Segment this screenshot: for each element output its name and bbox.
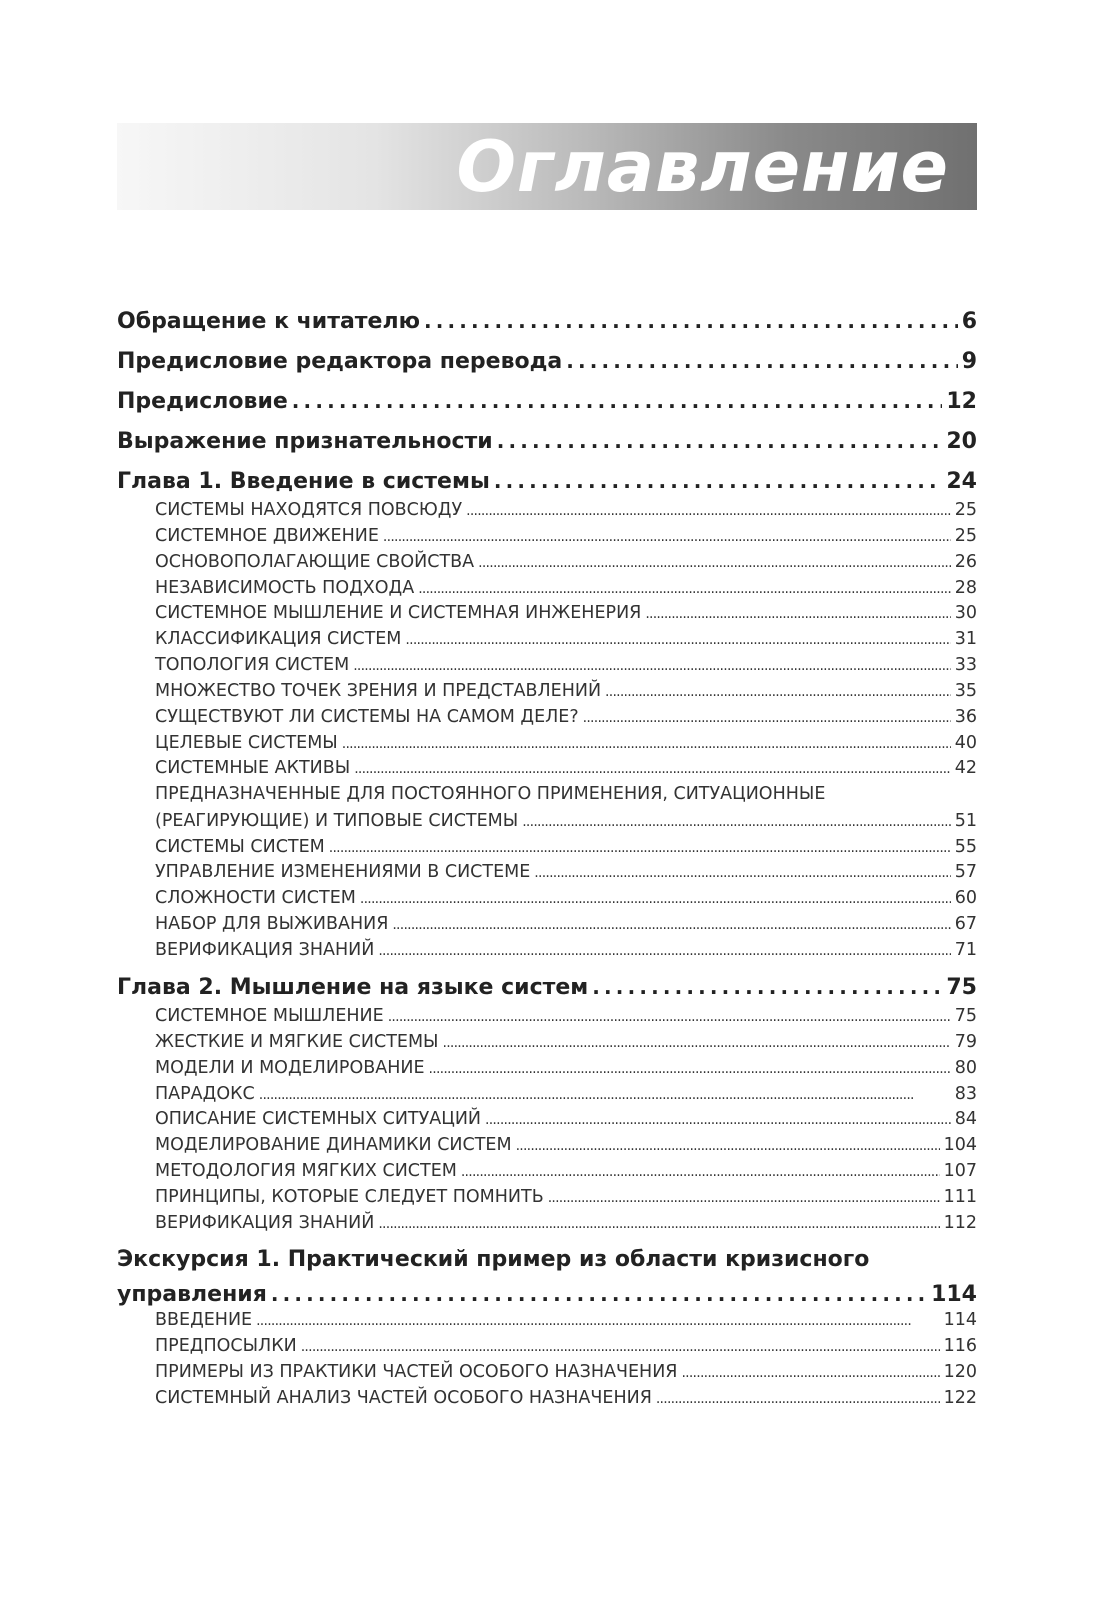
toc-entry-label: Обращение к читателю <box>117 309 420 334</box>
dot-leader <box>388 1006 951 1026</box>
dot-leader <box>405 629 950 649</box>
toc-page-number: 75 <box>954 1006 977 1026</box>
toc-page-number: 79 <box>954 1032 977 1052</box>
toc-page-number: 60 <box>954 888 977 908</box>
toc-page-number: 35 <box>954 681 977 701</box>
toc-page-number: 83 <box>954 1084 977 1104</box>
toc-section-entry[interactable] <box>155 1084 977 1104</box>
toc-section-entry[interactable] <box>155 811 977 831</box>
toc-page-number: 28 <box>954 578 977 598</box>
dot-leader <box>354 758 951 778</box>
toc-page-number: 30 <box>954 603 977 623</box>
toc-section-entry[interactable] <box>155 655 977 675</box>
toc-entry-label: Выражение признательности <box>117 429 493 454</box>
toc-page-number: 80 <box>954 1058 977 1078</box>
toc-section-entry[interactable] <box>155 837 977 857</box>
dot-leader <box>429 1058 951 1078</box>
toc-section-entry[interactable] <box>155 862 977 882</box>
dot-leader <box>301 1336 940 1356</box>
toc-section-entry[interactable] <box>155 940 977 960</box>
toc-entry-label: НЕЗАВИСИМОСТЬ ПОДХОДА <box>155 578 415 598</box>
toc-entry-label: ЦЕЛЕВЫЕ СИСТЕМЫ <box>155 733 338 753</box>
toc-page-number: 114 <box>931 1282 977 1307</box>
toc-entry-label: Глава 2. Мышление на языке систем <box>117 975 589 1000</box>
toc-page-number: 104 <box>943 1135 977 1155</box>
dot-leader <box>485 1109 951 1129</box>
dot-leader <box>418 578 951 598</box>
toc-chapter-entry[interactable] <box>117 309 977 334</box>
toc-entry-label: ЖЕСТКИЕ И МЯГКИЕ СИСТЕМЫ <box>155 1032 439 1052</box>
toc-section-entry[interactable] <box>155 1161 977 1181</box>
toc-page-number: 120 <box>943 1362 977 1382</box>
dot-leader <box>522 811 951 831</box>
toc-entry-label: ПРИНЦИПЫ, КОТОРЫЕ СЛЕДУЕТ ПОМНИТЬ <box>155 1187 544 1207</box>
dot-leader <box>461 1161 940 1181</box>
toc-entry-label: ВЕРИФИКАЦИЯ ЗНАНИЙ <box>155 940 375 960</box>
toc-chapter-entry[interactable] <box>117 469 977 494</box>
dot-leader <box>534 862 950 882</box>
dot-leader <box>342 733 951 753</box>
dot-leader <box>259 1084 951 1104</box>
toc-section-entry[interactable] <box>155 552 977 572</box>
dot-leader <box>383 526 951 546</box>
toc-section-entry[interactable] <box>155 1109 977 1129</box>
toc-entry-label: ТОПОЛОГИЯ СИСТЕМ <box>155 655 350 675</box>
dot-leader <box>292 389 943 414</box>
dot-leader <box>645 603 950 623</box>
dot-leader <box>548 1187 940 1207</box>
page-title: Оглавление <box>456 126 949 208</box>
toc-page-number: 31 <box>954 629 977 649</box>
toc-entry-label: СИСТЕМНОЕ МЫШЛЕНИЕ <box>155 1006 384 1026</box>
toc-page-number: 6 <box>961 309 977 334</box>
toc-entry-label: управления <box>117 1282 267 1307</box>
toc-page-number: 42 <box>954 758 977 778</box>
title-banner <box>117 123 977 210</box>
toc-page-number: 55 <box>954 837 977 857</box>
toc-chapter-entry[interactable] <box>117 349 977 374</box>
dot-leader <box>329 837 951 857</box>
toc-page-number: 25 <box>954 526 977 546</box>
dot-leader <box>466 500 951 520</box>
toc-entry-first-line: Экскурсия 1. Практический пример из области кризисного <box>117 1247 870 1272</box>
toc-section-entry[interactable] <box>155 1187 977 1207</box>
toc-page-number: 9 <box>961 349 977 374</box>
toc-section-entry[interactable] <box>155 707 977 727</box>
dot-leader <box>605 681 951 701</box>
toc-page-number: 24 <box>946 469 977 494</box>
dot-leader <box>443 1032 951 1052</box>
toc-entry-label: СИСТЕМЫ НАХОДЯТСЯ ПОВСЮДУ <box>155 500 463 520</box>
toc-page-number: 75 <box>946 975 977 1000</box>
toc-page-number: 36 <box>954 707 977 727</box>
toc-entry-label: ПАРАДОКС <box>155 1084 255 1104</box>
toc-entry-label: УПРАВЛЕНИЕ ИЗМЕНЕНИЯМИ В СИСТЕМЕ <box>155 862 531 882</box>
toc-page-number: 114 <box>943 1310 977 1330</box>
toc-section-entry[interactable] <box>155 1362 977 1382</box>
dot-leader <box>681 1362 939 1382</box>
toc-chapter-entry[interactable] <box>117 975 977 1000</box>
toc-entry-label: МЕТОДОЛОГИЯ МЯГКИХ СИСТЕМ <box>155 1161 457 1181</box>
toc-page-number: 67 <box>954 914 977 934</box>
toc-entry-label: СИСТЕМНЫЙ АНАЛИЗ ЧАСТЕЙ ОСОБОГО НАЗНАЧЕНИЯ <box>155 1388 652 1408</box>
toc-section-entry[interactable] <box>155 629 977 649</box>
dot-leader <box>566 349 957 374</box>
toc-section-entry[interactable] <box>155 1006 977 1026</box>
toc-page-number: 57 <box>954 862 977 882</box>
toc-page-number: 51 <box>954 811 977 831</box>
toc-page-number: 20 <box>946 429 977 454</box>
dot-leader <box>583 707 951 727</box>
dot-leader <box>478 552 951 572</box>
toc-entry-label: Глава 1. Введение в системы <box>117 469 490 494</box>
toc-entry-label: НАБОР ДЛЯ ВЫЖИВАНИЯ <box>155 914 389 934</box>
toc-page-number: 33 <box>954 655 977 675</box>
toc-chapter-entry[interactable] <box>117 389 977 414</box>
toc-section-entry[interactable] <box>155 914 977 934</box>
toc-page-number: 112 <box>943 1213 977 1233</box>
toc-entry-label: СИСТЕМНОЕ ДВИЖЕНИЕ <box>155 526 379 546</box>
toc-section-entry[interactable] <box>155 500 977 520</box>
dot-leader <box>378 940 950 960</box>
toc-section-entry[interactable] <box>155 1388 977 1408</box>
toc-section-entry[interactable] <box>155 1336 977 1356</box>
toc-section-entry[interactable] <box>155 1032 977 1052</box>
toc-entry-label: СЛОЖНОСТИ СИСТЕМ <box>155 888 356 908</box>
dot-leader <box>360 888 951 908</box>
toc-entry-label: КЛАССИФИКАЦИЯ СИСТЕМ <box>155 629 402 649</box>
toc-section-entry[interactable] <box>155 1213 977 1233</box>
toc-entry-label: Предисловие <box>117 389 288 414</box>
toc-section-entry[interactable] <box>155 733 977 753</box>
toc-section-entry[interactable] <box>155 681 977 701</box>
toc-entry-label: МНОЖЕСТВО ТОЧЕК ЗРЕНИЯ И ПРЕДСТАВЛЕНИЙ <box>155 681 602 701</box>
toc-page-number: 71 <box>954 940 977 960</box>
toc-entry-label: ПРИМЕРЫ ИЗ ПРАКТИКИ ЧАСТЕЙ ОСОБОГО НАЗНАЧЕНИЯ <box>155 1362 678 1382</box>
dot-leader <box>378 1213 939 1233</box>
dot-leader <box>494 469 943 494</box>
toc-entry-label: ОСНОВОПОЛАГАЮЩИЕ СВОЙСТВА <box>155 552 475 572</box>
toc-entry-label: СИСТЕМНЫЕ АКТИВЫ <box>155 758 351 778</box>
dot-leader <box>256 1310 939 1330</box>
toc-section-entry[interactable] <box>155 758 977 778</box>
toc-page-number: 107 <box>943 1161 977 1181</box>
toc-page-number: 111 <box>943 1187 977 1207</box>
dot-leader <box>656 1388 940 1408</box>
toc-chapter-entry[interactable] <box>117 1282 977 1307</box>
dot-leader <box>424 309 958 334</box>
toc-entry-label: СИСТЕМНОЕ МЫШЛЕНИЕ И СИСТЕМНАЯ ИНЖЕНЕРИЯ <box>155 603 642 623</box>
dot-leader <box>497 429 943 454</box>
toc-entry-label: (РЕАГИРУЮЩИЕ) И ТИПОВЫЕ СИСТЕМЫ <box>155 811 519 831</box>
toc-section-entry[interactable] <box>155 888 977 908</box>
toc-entry-label: ВВЕДЕНИЕ <box>155 1310 253 1330</box>
toc-page-number: 12 <box>946 389 977 414</box>
toc-entry-label: ПРЕДПОСЫЛКИ <box>155 1336 297 1356</box>
toc-entry-label: СУЩЕСТВУЮТ ЛИ СИСТЕМЫ НА САМОМ ДЕЛЕ? <box>155 707 579 727</box>
toc-entry-label: СИСТЕМЫ СИСТЕМ <box>155 837 325 857</box>
toc-page-number: 84 <box>954 1109 977 1129</box>
toc-entry-label: ОПИСАНИЕ СИСТЕМНЫХ СИТУАЦИЙ <box>155 1109 482 1129</box>
dot-leader <box>271 1282 927 1307</box>
toc-section-entry[interactable] <box>155 578 977 598</box>
toc-section-entry[interactable] <box>155 603 977 623</box>
toc-section-entry[interactable] <box>155 1058 977 1078</box>
dot-leader <box>516 1135 940 1155</box>
toc-entry-label: Предисловие редактора перевода <box>117 349 563 374</box>
toc-entry-label: ВЕРИФИКАЦИЯ ЗНАНИЙ <box>155 1213 375 1233</box>
toc-page-number: 122 <box>943 1388 977 1408</box>
toc-section-entry[interactable] <box>155 1310 977 1330</box>
toc-section-entry[interactable] <box>155 1135 977 1155</box>
toc-entry-label: МОДЕЛИ И МОДЕЛИРОВАНИЕ <box>155 1058 425 1078</box>
toc-page-number: 25 <box>954 500 977 520</box>
toc-entry-first-line: ПРЕДНАЗНАЧЕННЫЕ ДЛЯ ПОСТОЯННОГО ПРИМЕНЕНИЯ, СИТУАЦИОННЫЕ <box>155 784 826 804</box>
toc-chapter-entry[interactable] <box>117 429 977 454</box>
toc-page-number: 26 <box>954 552 977 572</box>
dot-leader <box>392 914 950 934</box>
dot-leader <box>353 655 951 675</box>
toc-section-entry[interactable] <box>155 526 977 546</box>
dot-leader <box>592 975 942 1000</box>
toc-entry-label: МОДЕЛИРОВАНИЕ ДИНАМИКИ СИСТЕМ <box>155 1135 512 1155</box>
toc-page-number: 40 <box>954 733 977 753</box>
toc-page-number: 116 <box>943 1336 977 1356</box>
